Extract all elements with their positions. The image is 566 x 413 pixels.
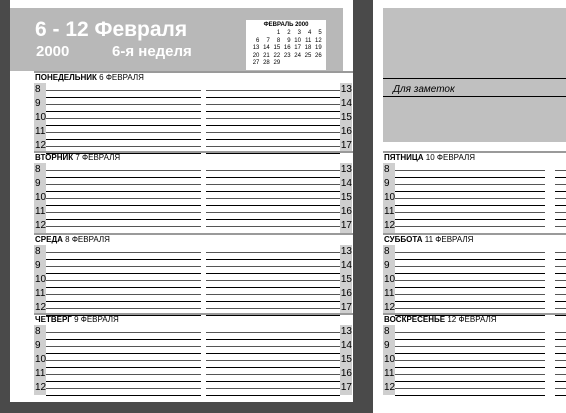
hour-line [555, 367, 566, 368]
hour-line [46, 111, 201, 112]
hour-line [206, 259, 340, 260]
mini-calendar-day: 19 [315, 45, 322, 52]
hour-line [395, 395, 545, 396]
half-hour-line [206, 146, 340, 147]
hour-label: 11 [384, 288, 395, 299]
half-hour-line [206, 360, 340, 361]
half-hour-line [395, 280, 545, 281]
hour-line [206, 273, 340, 274]
half-hour-line [46, 280, 201, 281]
mini-calendar-day: 6 [256, 37, 260, 44]
day-block [34, 153, 353, 233]
mini-calendar-day [280, 60, 290, 68]
day-title [384, 235, 473, 245]
half-hour-line [46, 104, 201, 105]
day-date: 8 ФЕВРАЛЯ [65, 235, 110, 244]
half-hour-line [46, 184, 201, 185]
hour-line [46, 205, 201, 206]
day-date: 11 ФЕВРАЛЯ [424, 235, 474, 244]
hour-line [206, 219, 340, 220]
hour-line [555, 339, 566, 340]
day-title [384, 315, 497, 325]
half-hour-line [206, 308, 340, 309]
mini-calendar-day [291, 60, 301, 68]
half-hour-line [555, 360, 566, 361]
half-hour-line [555, 184, 566, 185]
half-hour-line [395, 198, 545, 199]
hour-label: 10 [384, 192, 396, 203]
half-hour-line [206, 118, 340, 119]
mini-calendar-day: 16 [283, 45, 291, 52]
hour-line [395, 273, 545, 274]
mini-calendar-day: 24 [294, 52, 301, 59]
hour-label: 14 [340, 260, 352, 271]
half-hour-line [555, 346, 566, 347]
hour-label: 16 [340, 288, 352, 299]
hour-line [206, 205, 340, 206]
half-hour-line [555, 252, 566, 253]
mini-calendar-day: 2 [287, 30, 291, 36]
half-hour-line [206, 170, 340, 171]
hour-line [46, 125, 201, 126]
half-hour-line [46, 132, 201, 133]
day-block [34, 73, 353, 153]
hour-line [46, 287, 201, 288]
half-hour-line [46, 226, 201, 227]
hour-label: 13 [340, 164, 352, 175]
hour-label: 14 [340, 98, 352, 109]
half-hour-line [395, 212, 545, 213]
hour-line [555, 381, 566, 382]
week-year: 2000 [36, 43, 70, 60]
mini-calendar-day: 28 [263, 60, 270, 67]
half-hour-line [206, 374, 340, 375]
hour-line [46, 273, 201, 274]
mini-calendar-day: 14 [263, 45, 270, 52]
hour-label: 10 [384, 274, 396, 285]
hour-line [206, 177, 340, 178]
mini-calendar-day [259, 30, 269, 38]
hour-line [206, 367, 340, 368]
half-hour-line [46, 332, 201, 333]
day-block [34, 235, 353, 315]
half-hour-line [46, 118, 201, 119]
day-title [35, 153, 120, 163]
mini-calendar-day: 8 [276, 37, 281, 44]
mini-calendar-day: 9 [287, 37, 291, 44]
hour-label: 12 [384, 382, 396, 393]
hour-label: 14 [340, 178, 352, 189]
hour-line [395, 353, 545, 354]
hour-line [206, 97, 340, 98]
hour-line [206, 111, 340, 112]
hour-label: 11 [35, 368, 46, 379]
hour-line [46, 381, 201, 382]
mini-calendar-day: 17 [294, 45, 301, 52]
hour-line [395, 177, 545, 178]
half-hour-line [206, 266, 340, 267]
half-hour-line [46, 198, 201, 199]
hour-column-am [383, 245, 395, 315]
hour-line [555, 273, 566, 274]
half-hour-line [395, 252, 545, 253]
hour-label: 12 [384, 302, 396, 313]
half-hour-line [46, 388, 201, 389]
hour-label: 9 [384, 178, 390, 189]
hour-column-pm [340, 245, 352, 315]
hour-line [46, 367, 201, 368]
hour-column-pm [340, 83, 352, 153]
hour-line [46, 177, 201, 178]
hour-line [555, 287, 566, 288]
day-date: 9 ФЕВРАЛЯ [74, 315, 119, 324]
notes-box[interactable] [383, 8, 566, 142]
hour-line [395, 205, 545, 206]
half-hour-line [395, 374, 545, 375]
half-hour-line [555, 332, 566, 333]
half-hour-line [46, 146, 201, 147]
hour-line [206, 353, 340, 354]
hour-label: 8 [35, 326, 41, 337]
mini-calendar-day: 26 [315, 52, 322, 59]
mini-calendar-day: 27 [252, 60, 260, 67]
hour-line [395, 287, 545, 288]
hour-label: 17 [340, 220, 352, 231]
half-hour-line [46, 294, 201, 295]
mini-calendar-grid [249, 30, 322, 68]
hour-label: 17 [340, 382, 352, 393]
mini-calendar-day: 3 [297, 30, 301, 36]
half-hour-line [46, 212, 201, 213]
day-title [35, 73, 144, 83]
hour-label: 9 [384, 340, 390, 351]
half-hour-line [555, 170, 566, 171]
hour-line [395, 367, 545, 368]
hour-label: 15 [340, 354, 352, 365]
half-hour-line [46, 346, 201, 347]
day-title [384, 153, 475, 163]
mini-calendar [246, 20, 326, 70]
hour-label: 12 [35, 140, 47, 151]
half-hour-line [395, 332, 545, 333]
mini-calendar-day: 7 [266, 37, 270, 44]
hour-line [46, 353, 201, 354]
hour-column-am [34, 83, 46, 153]
mini-calendar-day: 25 [304, 52, 312, 59]
hour-label: 17 [340, 302, 352, 313]
hour-line [206, 395, 340, 396]
hour-label: 15 [340, 112, 352, 123]
hour-label: 11 [35, 288, 46, 299]
day-name: СУББОТА [384, 235, 423, 244]
half-hour-line [395, 170, 545, 171]
hour-label: 8 [35, 164, 41, 175]
hour-line [46, 97, 201, 98]
mini-calendar-day: 22 [273, 52, 281, 59]
hour-label: 13 [340, 84, 352, 95]
day-date: 7 ФЕВРАЛЯ [75, 153, 121, 162]
half-hour-line [206, 294, 340, 295]
mini-calendar-day: 18 [304, 45, 312, 52]
hour-label: 10 [35, 112, 47, 123]
half-hour-line [555, 294, 566, 295]
half-hour-line [395, 184, 545, 185]
hour-label: 8 [35, 246, 41, 257]
right-page [373, 0, 566, 413]
hour-label: 14 [340, 340, 352, 351]
left-page [10, 0, 353, 402]
half-hour-line [206, 280, 340, 281]
hour-line [395, 191, 545, 192]
hour-line [395, 339, 545, 340]
hour-label: 16 [340, 368, 352, 379]
mini-calendar-day: 15 [273, 45, 281, 52]
hour-label: 15 [340, 192, 352, 203]
hour-line [46, 259, 201, 260]
hour-column-pm [340, 163, 352, 233]
hour-label: 11 [35, 206, 46, 217]
hour-line [46, 139, 201, 140]
half-hour-line [555, 198, 566, 199]
half-hour-line [206, 346, 340, 347]
day-title [35, 315, 119, 325]
hour-line [206, 287, 340, 288]
half-hour-line [206, 104, 340, 105]
half-hour-line [555, 212, 566, 213]
hour-line [206, 139, 340, 140]
hour-line [555, 395, 566, 396]
half-hour-line [555, 226, 566, 227]
half-hour-line [395, 360, 545, 361]
half-hour-line [46, 308, 201, 309]
day-date: 6 ФЕВРАЛЯ [99, 73, 144, 82]
hour-label: 16 [340, 126, 352, 137]
half-hour-line [555, 266, 566, 267]
half-hour-line [46, 266, 201, 267]
day-date: 10 ФЕВРАЛЯ [425, 153, 475, 162]
mini-calendar-day: 12 [315, 37, 322, 44]
half-hour-line [555, 308, 566, 309]
day-name: СРЕДА [35, 235, 63, 244]
hour-line [206, 125, 340, 126]
week-range-title: 6 - 12 Февраля [35, 18, 188, 41]
mini-calendar-day: 20 [252, 52, 260, 59]
day-name: ПЯТНИЦА [384, 153, 424, 162]
half-hour-line [46, 170, 201, 171]
hour-label: 17 [340, 140, 352, 151]
hour-line [46, 301, 201, 302]
half-hour-line [206, 132, 340, 133]
hour-label: 11 [35, 126, 46, 137]
hour-column-am [383, 163, 395, 233]
hour-line [555, 177, 566, 178]
hour-column-am [34, 325, 46, 395]
half-hour-line [555, 374, 566, 375]
hour-label: 11 [384, 368, 395, 379]
mini-calendar-day: 23 [283, 52, 291, 59]
half-hour-line [395, 308, 545, 309]
notes-label: Для заметок [393, 84, 455, 95]
hour-label: 9 [35, 260, 41, 271]
hour-label: 8 [35, 84, 41, 95]
notes-rule [383, 96, 566, 97]
half-hour-line [395, 294, 545, 295]
mini-calendar-day: 21 [263, 52, 270, 59]
mini-calendar-day: 4 [308, 30, 312, 36]
hour-line [395, 219, 545, 220]
day-name: ЧЕТВЕРГ [35, 315, 72, 324]
hour-line [395, 381, 545, 382]
day-name: ВТОРНИК [35, 153, 74, 162]
hour-label: 8 [384, 164, 390, 175]
day-name: ВОСКРЕСЕНЬЕ [384, 315, 446, 324]
half-hour-line [46, 374, 201, 375]
half-hour-line [206, 226, 340, 227]
half-hour-line [395, 388, 545, 389]
mini-calendar-day: 13 [252, 45, 260, 52]
hour-column-am [34, 245, 46, 315]
half-hour-line [206, 198, 340, 199]
notes-rule [383, 78, 566, 79]
half-hour-line [206, 388, 340, 389]
hour-line [46, 219, 201, 220]
hour-label: 9 [384, 260, 390, 271]
hour-label: 8 [384, 326, 390, 337]
mini-calendar-day: 10 [294, 37, 301, 44]
hour-line [395, 259, 545, 260]
week-number: 6-я неделя [112, 43, 192, 60]
mini-calendar-day [311, 60, 321, 68]
half-hour-line [206, 90, 340, 91]
half-hour-line [46, 360, 201, 361]
hour-line [555, 191, 566, 192]
half-hour-line [206, 252, 340, 253]
day-block [383, 153, 566, 233]
half-hour-line [555, 388, 566, 389]
half-hour-line [46, 90, 201, 91]
hour-line [206, 339, 340, 340]
day-block [383, 315, 566, 395]
half-hour-line [555, 280, 566, 281]
day-block [383, 235, 566, 315]
mini-calendar-day: 1 [276, 30, 281, 36]
day-block [34, 315, 353, 395]
hour-line [46, 339, 201, 340]
hour-column-am [34, 163, 46, 233]
hour-label: 16 [340, 206, 352, 217]
day-name: ПОНЕДЕЛЬНИК [35, 73, 97, 82]
mini-calendar-day: 11 [305, 37, 312, 44]
hour-label: 8 [384, 246, 390, 257]
hour-line [555, 259, 566, 260]
hour-label: 9 [35, 98, 41, 109]
mini-calendar-day: 29 [273, 60, 281, 67]
hour-label: 10 [35, 274, 47, 285]
hour-line [555, 301, 566, 302]
day-title [35, 235, 110, 245]
hour-label: 12 [35, 220, 47, 231]
hour-label: 9 [35, 340, 41, 351]
hour-label: 11 [384, 206, 395, 217]
mini-calendar-title: ФЕВРАЛЬ 2000 [263, 22, 309, 28]
half-hour-line [46, 252, 201, 253]
mini-calendar-day [301, 60, 311, 68]
hour-line [46, 395, 201, 396]
hour-line [555, 205, 566, 206]
hour-line [206, 191, 340, 192]
hour-label: 15 [340, 274, 352, 285]
day-date: 12 ФЕВРАЛЯ [447, 315, 497, 324]
hour-label: 12 [384, 220, 396, 231]
hour-label: 12 [35, 302, 47, 313]
hour-column-am [383, 325, 395, 395]
half-hour-line [206, 184, 340, 185]
mini-calendar-day [249, 30, 259, 38]
half-hour-line [395, 266, 545, 267]
hour-line [206, 301, 340, 302]
hour-line [46, 191, 201, 192]
hour-line [395, 301, 545, 302]
half-hour-line [206, 212, 340, 213]
hour-label: 9 [35, 178, 41, 189]
half-hour-line [395, 346, 545, 347]
week-header [10, 8, 343, 71]
hour-label: 13 [340, 326, 352, 337]
mini-calendar-day: 5 [318, 30, 322, 36]
half-hour-line [395, 226, 545, 227]
hour-label: 12 [35, 382, 47, 393]
hour-line [206, 381, 340, 382]
hour-label: 10 [35, 354, 47, 365]
hour-label: 10 [384, 354, 396, 365]
hour-label: 10 [35, 192, 47, 203]
hour-line [555, 353, 566, 354]
hour-label: 13 [340, 246, 352, 257]
hour-column-pm [340, 325, 352, 395]
hour-line [555, 219, 566, 220]
half-hour-line [206, 332, 340, 333]
